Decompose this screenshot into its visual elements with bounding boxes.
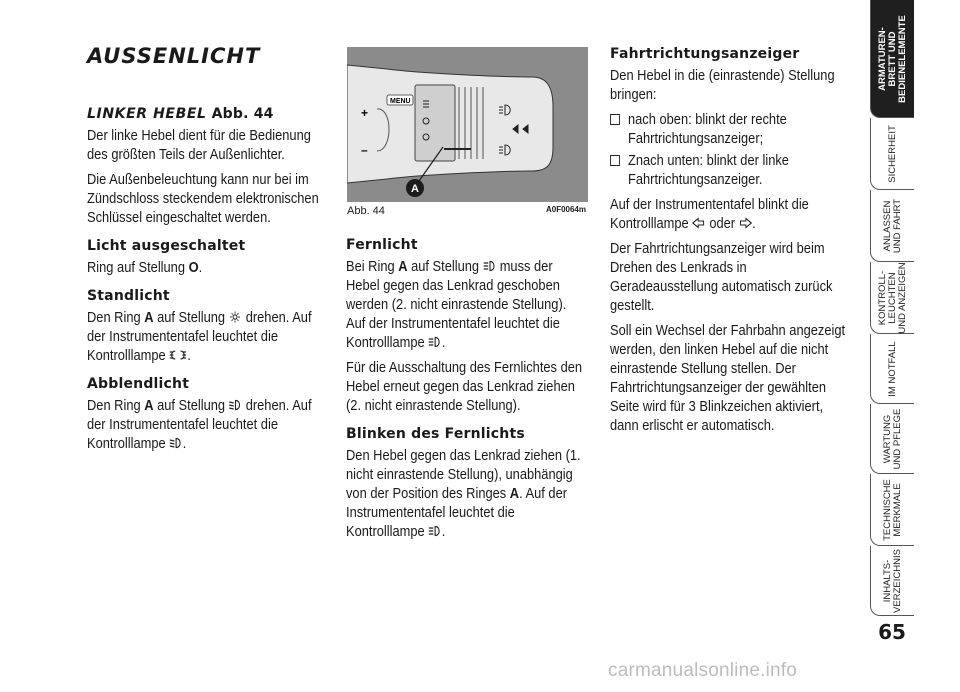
column-left <box>87 106 325 464</box>
section-flash <box>346 426 588 542</box>
dipped-beam-icon <box>229 399 243 411</box>
paragraph: Der Fahrtrichtungsanzeiger wird beim Drehen des Lenkrads in Geradeausstellung automatisch zurück gestellt. <box>610 241 833 314</box>
plus-sign: + <box>361 106 369 120</box>
paragraph: Die Außenbeleuchtung kann nur bei im Zündschloss steckendem elektronischen Schlüssel eingeschaltet werden. <box>87 172 319 226</box>
tab-sicherheit[interactable]: SICHERHEIT <box>870 118 914 190</box>
chapter-tabs <box>870 0 960 692</box>
section-left-lever <box>87 106 325 228</box>
paragraph: Bei Ring A auf Stellung muss der Hebel gegen das Lenkrad geschoben werden (2. nicht einrastende Stellung). Auf der Instrumententafel leuchtet die Kontrolllampe . <box>346 259 567 351</box>
page-number: 65 <box>878 620 906 644</box>
section-main-beam <box>346 237 588 416</box>
page-title: AUSSENLICHT <box>87 44 261 68</box>
section-heading: Blinken des Fernlichts <box>346 426 525 442</box>
section-lights-off <box>87 238 325 278</box>
column-middle <box>346 237 588 552</box>
paragraph: Der linke Hebel dient für die Bedienung des größten Teils der Außenlichter. <box>87 128 311 163</box>
tab-kontrollleuchten[interactable]: KONTROLL- LEUCHTEN UND ANZEIGEN <box>870 262 914 334</box>
paragraph: Den Hebel gegen das Lenkrad ziehen (1. nicht einrastende Stellung), unabhängig von der Position des Ringes A. Auf der Instrumententafel leuchtet die Kontrolllampe . <box>346 448 581 540</box>
figure-caption-label: Abb. 44 <box>347 205 385 217</box>
menu-label: MENU <box>390 98 411 105</box>
tab-anlassen[interactable]: ANLASSEN UND FAHRT <box>870 190 914 262</box>
list-item: nach oben: blinkt der rechte Fahrtrichtungsanzeiger; <box>610 111 870 149</box>
tab-armaturenbrett[interactable]: ARMATUREN- BRETT UND BEDIENELEMENTE <box>870 0 914 118</box>
figure-code: A0F0064m <box>545 205 586 214</box>
paragraph: Den Ring A auf Stellung drehen. Auf der Instrumententafel leuchtet die Kontrolllampe . <box>87 398 312 452</box>
paragraph: Den Hebel in die (einrastende) Stellung bringen: <box>610 68 835 103</box>
section-dipped-beam <box>87 376 325 454</box>
checkbox-bullet-icon <box>610 114 620 125</box>
column-right <box>610 46 852 442</box>
paragraph: Auf der Instrumententafel blinkt die Kontrolllampe oder . <box>610 197 809 232</box>
parking-light-icon <box>229 311 243 323</box>
figure-caption <box>347 205 588 217</box>
tab-technische-merkmale[interactable]: TECHNISCHE MERKMALE <box>870 474 914 546</box>
lever-illustration <box>347 47 588 202</box>
section-heading: Licht ausgeschaltet <box>87 238 246 254</box>
section-parking-light <box>87 288 325 366</box>
checkbox-bullet-icon <box>610 155 620 166</box>
section-heading-left-lever: LINKER HEBEL Abb. 44 <box>87 106 274 122</box>
arrow-right-icon <box>739 217 753 229</box>
ring-marker-a: A <box>411 183 419 195</box>
list-item: Znach unten: blinkt der linke Fahrtrichtungsanzeiger. <box>610 152 870 190</box>
watermark: carmanualsonline.info <box>608 660 798 681</box>
paragraph: Den Ring A auf Stellung drehen. Auf der Instrumententafel leuchtet die Kontrolllampe . <box>87 310 312 364</box>
section-heading: Fahrtrichtungsanzeiger <box>610 46 800 62</box>
main-beam-lamp-icon <box>428 336 442 348</box>
paragraph: Soll ein Wechsel der Fahrbahn angezeigt werden, den linken Hebel auf die nicht einrastende Stellung stellen. Der Fahrtrichtungsanzeiger der gewählten Seite wird für 3 Blinkzeichen aktiviert, dann erlischt er automatisch. <box>610 323 846 434</box>
arrow-left-icon <box>692 217 706 229</box>
tab-notfall[interactable]: IM NOTFALL <box>870 334 914 404</box>
section-heading: Standlicht <box>87 288 170 304</box>
dipped-beam-lamp-icon <box>169 437 183 449</box>
bullet-list <box>610 111 852 190</box>
section-heading: Fernlicht <box>346 237 418 253</box>
tab-wartung[interactable]: WARTUNG UND PFLEGE <box>870 404 914 474</box>
paragraph: Ring auf Stellung O. <box>87 260 203 276</box>
parking-warning-lamp-icon <box>169 349 187 361</box>
section-heading: Abblendlicht <box>87 376 190 392</box>
main-beam-lamp-icon <box>428 525 442 537</box>
main-beam-icon <box>483 260 497 272</box>
minus-sign: – <box>361 143 368 157</box>
tab-inhaltsverzeichnis[interactable]: INHALTS- VERZEICHNIS <box>870 546 914 616</box>
paragraph: Für die Ausschaltung des Fernlichtes den Hebel erneut gegen das Lenkrad ziehen (2. nicht einrastende Stellung). <box>346 360 583 414</box>
